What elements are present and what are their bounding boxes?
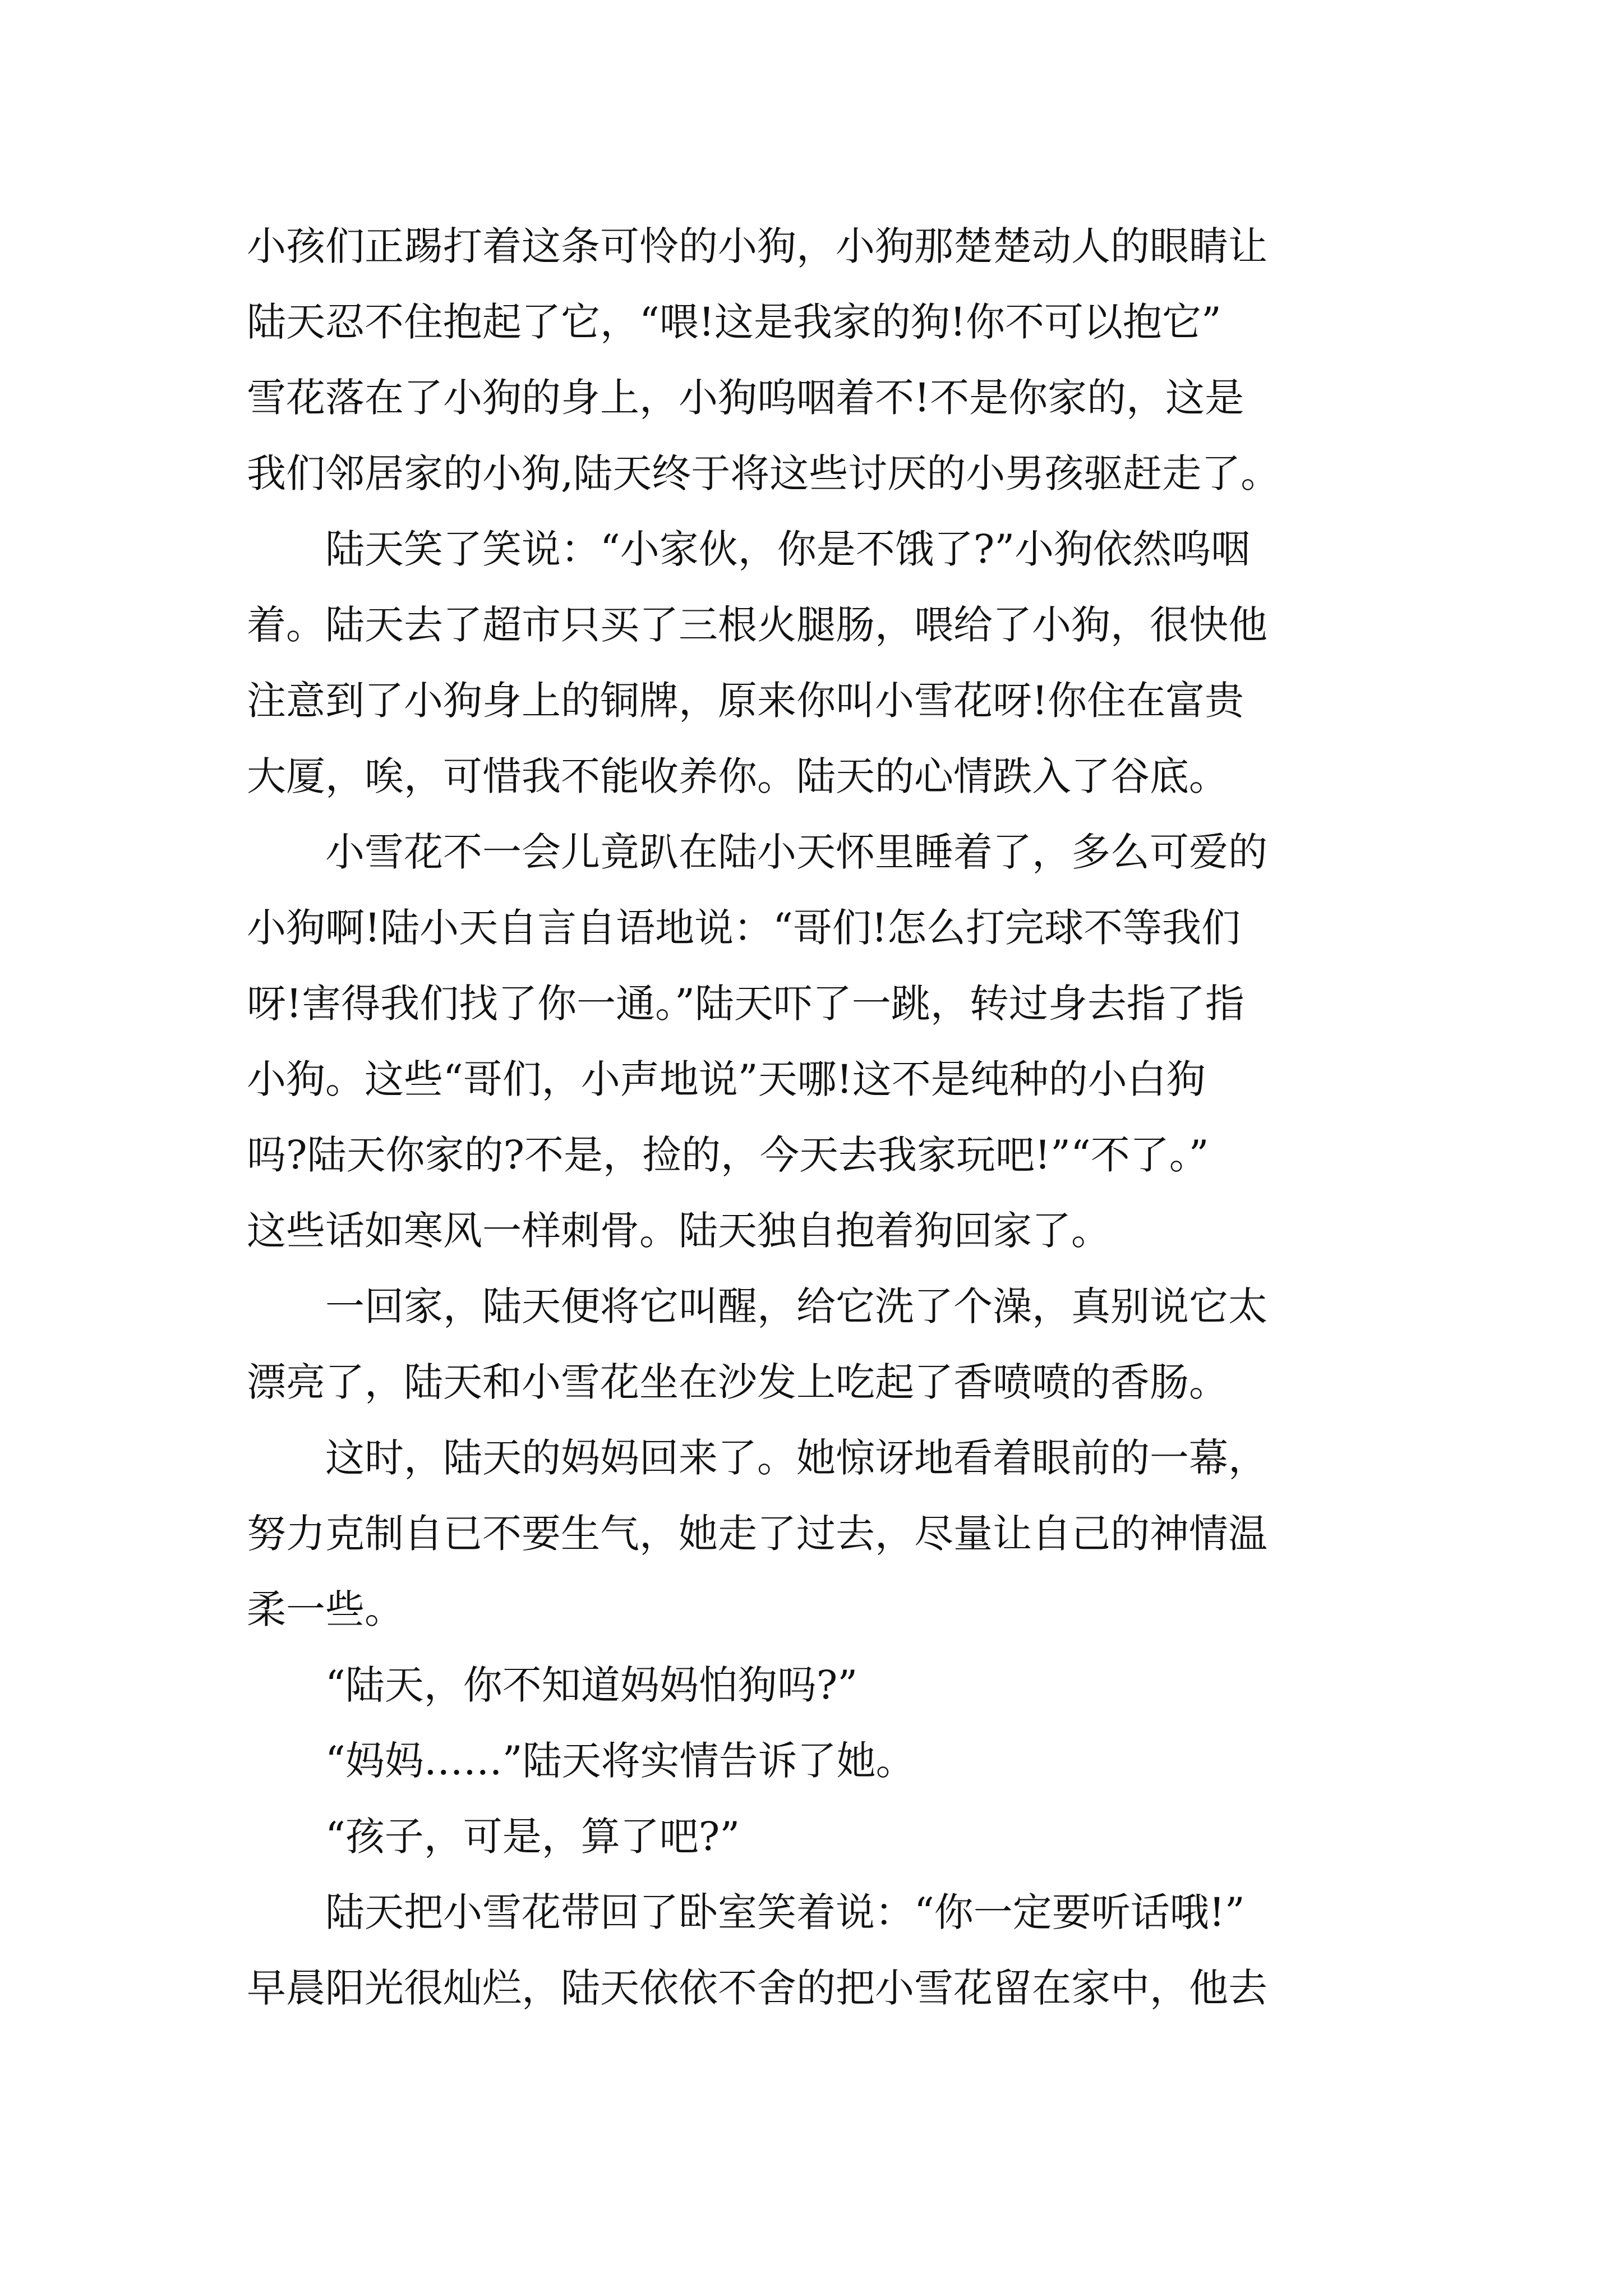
text-line-12: 小狗。这些“哥们，小声地说”天哪!这不是纯种的小白狗	[247, 1056, 1206, 1102]
text-line-24: 早晨阳光很灿烂，陆天依依不舍的把小雪花留在家中，他去	[247, 1965, 1267, 2011]
text-line-19: 柔一些。	[247, 1586, 404, 1632]
text-line-23: 陆天把小雪花带回了卧室笑着说：“你一定要听话哦!”	[247, 1889, 1245, 1935]
text-line-9: 小雪花不一会儿竟趴在陆小天怀里睡着了，多么可爱的	[247, 829, 1267, 875]
text-line-7: 注意到了小狗身上的铜牌，原来你叫小雪花呀!你住在富贵	[247, 678, 1244, 724]
text-line-15: 一回家，陆天便将它叫醒，给它洗了个澡，真别说它太	[247, 1283, 1267, 1329]
text-line-10: 小狗啊!陆小天自言自语地说：“哥们!怎么打完球不等我们	[247, 905, 1241, 951]
text-line-16: 漂亮了，陆天和小雪花坐在沙发上吃起了香喷喷的香肠。	[247, 1359, 1228, 1405]
text-line-4: 我们邻居家的小狗,陆天终于将这些讨厌的小男孩驱赶走了。	[247, 450, 1280, 496]
text-line-11: 呀!害得我们找了你一通。”陆天吓了一跳，转过身去指了指	[247, 981, 1244, 1027]
text-line-8: 大厦，唉，可惜我不能收养你。陆天的心情跌入了谷底。	[247, 753, 1228, 799]
text-line-2: 陆天忍不住抱起了它，“喂!这是我家的狗!你不可以抱它”	[247, 299, 1221, 345]
story-text	[247, 209, 1391, 2026]
text-line-5: 陆天笑了笑说：“小家伙，你是不饿了?”小狗依然呜咽	[247, 526, 1251, 572]
text-line-13: 吗?陆天你家的?不是，捡的，今天去我家玩吧!”“不了。”	[247, 1132, 1209, 1178]
text-line-18: 努力克制自已不要生气，她走了过去，尽量让自己的神情温	[247, 1511, 1267, 1557]
text-line-22: “孩子，可是，算了吧?”	[247, 1814, 740, 1860]
text-line-17: 这时，陆天的妈妈回来了。她惊讶地看着眼前的一幕，	[247, 1435, 1267, 1481]
text-line-6: 着。陆天去了超市只买了三根火腿肠，喂给了小狗，很快他	[247, 602, 1267, 648]
text-line-1: 小孩们正踢打着这条可怜的小狗，小狗那楚楚动人的眼睛让	[247, 223, 1267, 269]
text-line-20: “陆天，你不知道妈妈怕狗吗?”	[247, 1662, 858, 1708]
text-line-14: 这些话如寒风一样刺骨。陆天独自抱着狗回家了。	[247, 1208, 1110, 1254]
text-line-3: 雪花落在了小狗的身上，小狗呜咽着不!不是你家的，这是	[247, 375, 1244, 421]
text-line-21: “妈妈……”陆天将实情告诉了她。	[247, 1738, 915, 1784]
